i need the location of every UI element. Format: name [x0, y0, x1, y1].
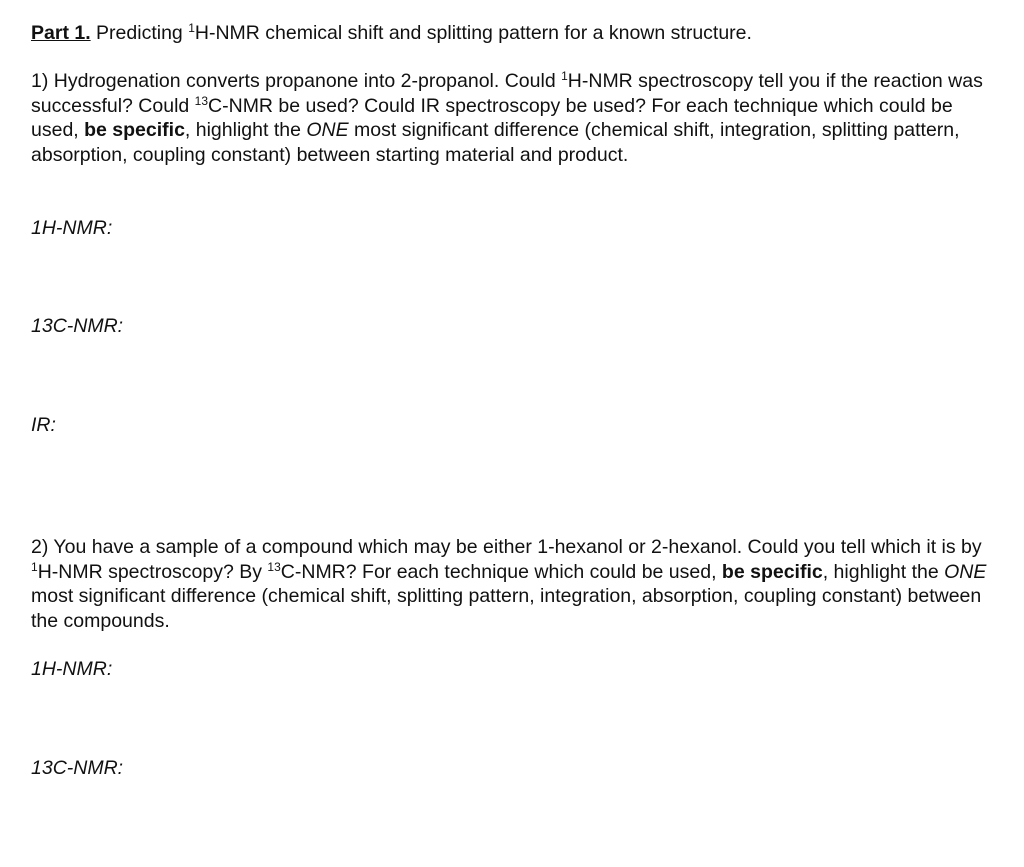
part1-title-a: Predicting [90, 22, 189, 44]
q1-superscript-13: 13 [194, 93, 209, 108]
q2-text-4: , highlight the [822, 560, 945, 583]
q1-bold-be-specific: be specific [84, 119, 185, 141]
q2-c-nmr-label: 13C-NMR: [31, 757, 124, 779]
q1-h-nmr-label: 1H-NMR: [31, 217, 113, 239]
part1-title-superscript: 1 [188, 21, 195, 35]
q1-text-5: most significant difference (chemical shift, integration, splitting pattern, absorption, coupling constant) between starting material and product. [31, 119, 960, 166]
q1-text-3: C-NMR be used? Could IR spectroscopy be used? For each technique which could be used, [31, 94, 953, 141]
q1-c-nmr-label: 13C-NMR: [31, 315, 124, 337]
q1-text-1: 1) Hydrogenation converts propanone into 2-propanol. Could [31, 70, 562, 92]
q1-superscript-1: 1 [561, 69, 568, 83]
q2-text-5: most significant difference (chemical shift, splitting pattern, integration, absorption, coupling constant) between the compounds. [31, 585, 982, 632]
question-1-text [31, 69, 991, 167]
q1-text-4: , highlight the [184, 119, 307, 141]
question-2-text [31, 535, 991, 633]
part1-label: Part 1. [31, 22, 91, 44]
part1-title-b: H-NMR chemical shift and splitting pattern for a known structure. [194, 22, 752, 44]
q2-superscript-1: 1 [31, 559, 38, 574]
q2-italic-one: ONE [944, 560, 987, 583]
q2-superscript-13: 13 [267, 559, 281, 574]
q2-bold-be-specific: be specific [721, 560, 823, 583]
q2-text-3: C-NMR? For each technique which could be used, [280, 560, 722, 583]
q1-italic-one: ONE [306, 119, 349, 141]
q1-text-2: H-NMR spectroscopy tell you if the reaction was successful? Could [31, 70, 983, 117]
q2-h-nmr-label: 1H-NMR: [31, 658, 113, 680]
q1-ir-label: IR: [31, 414, 56, 436]
part1-heading [31, 21, 991, 46]
q2-text-1: 2) You have a sample of a compound which may be either 1-hexanol or 2-hexanol. Could you tell which it is by [31, 536, 982, 558]
q2-text-2: H-NMR spectroscopy? By [37, 560, 268, 583]
